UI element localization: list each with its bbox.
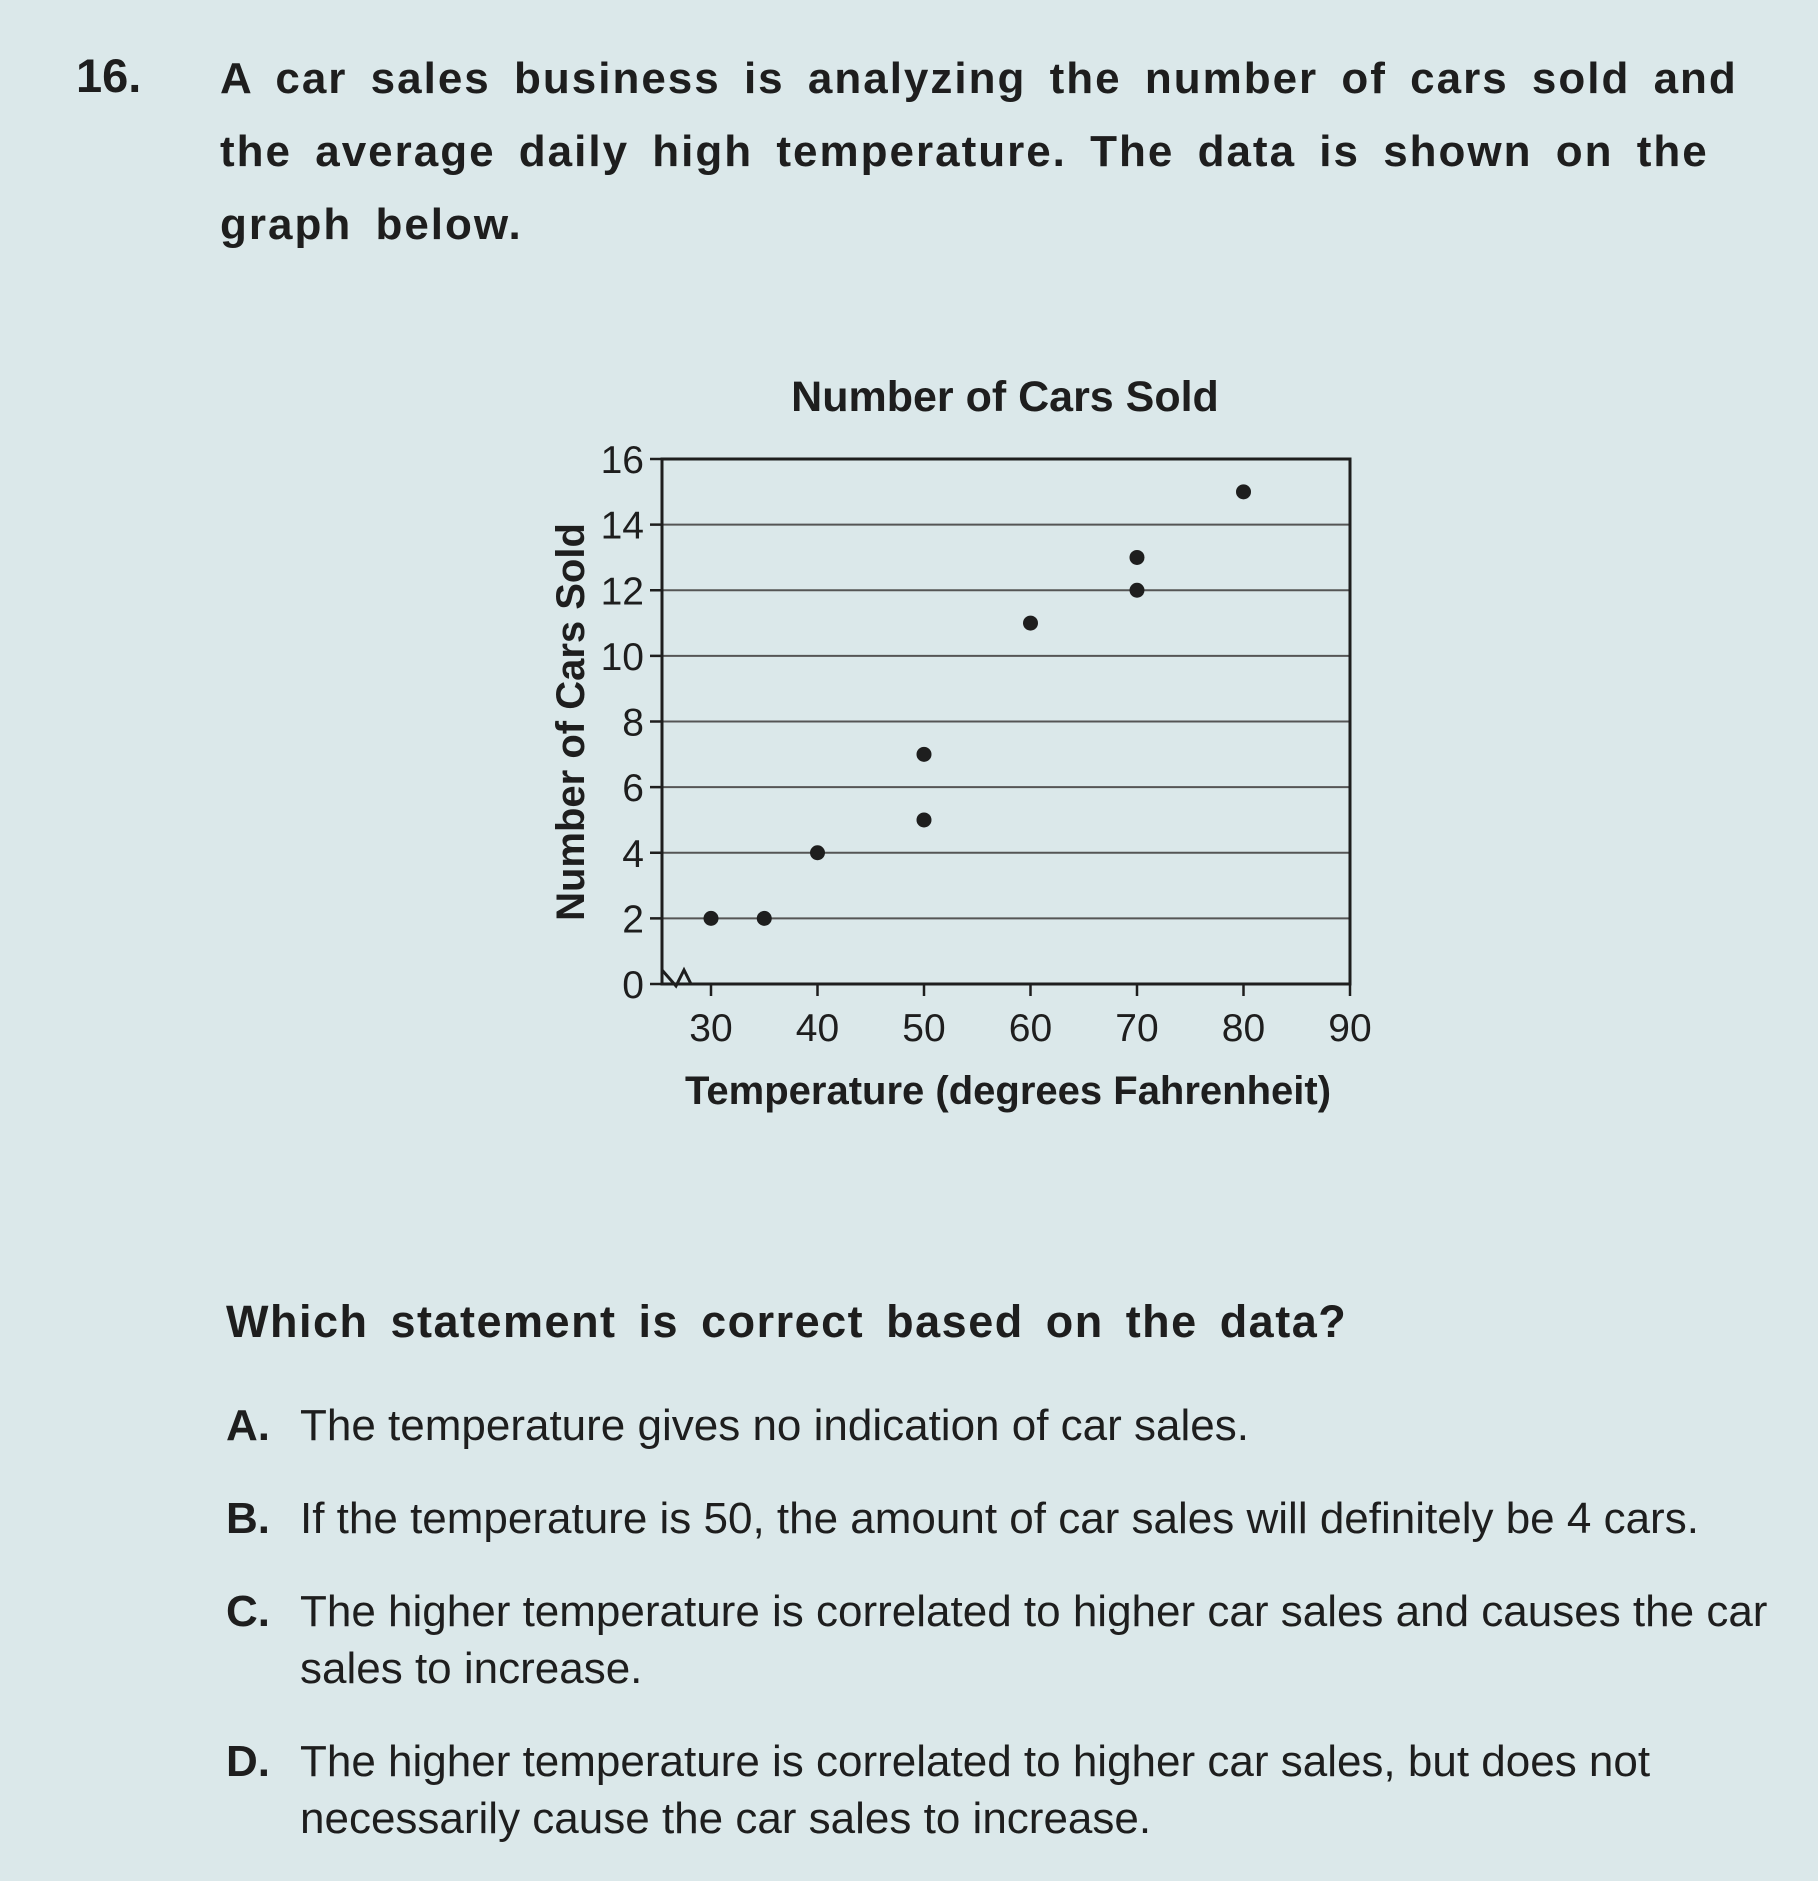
x-tick-label: 30: [689, 1007, 733, 1050]
data-point: [757, 911, 772, 926]
data-point: [1236, 484, 1251, 499]
choice-letter: C.: [226, 1587, 270, 1636]
question-prompt: Which statement is correct based on the data?: [226, 1296, 1348, 1347]
choice-text: If the temperature is 50, the amount of car sales will definitely be 4 cars.: [300, 1494, 1699, 1543]
x-tick-label: 40: [795, 1007, 840, 1050]
choice-letter: D.: [226, 1737, 270, 1786]
data-point: [917, 747, 932, 762]
chart-title: Number of Cars Sold: [791, 373, 1219, 421]
answer-choice-d[interactable]: [226, 1733, 1818, 1847]
y-tick-label: 4: [622, 832, 644, 876]
y-tick-label: 8: [622, 701, 644, 745]
question-text: A car sales business is analyzing the number of cars sold and the average daily high temperature. The data is shown on the graph below.: [220, 54, 1738, 249]
answer-choice-c[interactable]: [226, 1583, 1818, 1697]
y-axis-label: Number of Cars Sold: [549, 523, 593, 921]
y-tick-label: 2: [622, 898, 644, 942]
choice-letter: A.: [226, 1401, 270, 1450]
question-number: 16.: [76, 49, 142, 102]
choice-text: The higher temperature is correlated to higher car sales, but does not necessarily cause the car sales to increase.: [300, 1737, 1651, 1843]
y-tick-label: 0: [622, 964, 644, 1007]
axis-ticks: [601, 439, 1372, 1050]
x-tick-label: 80: [1221, 1007, 1266, 1050]
data-point: [917, 812, 932, 827]
x-tick-label: 60: [1008, 1007, 1053, 1050]
x-tick-label: 70: [1115, 1007, 1159, 1050]
data-point: [810, 845, 825, 860]
y-tick-label: 10: [600, 635, 644, 679]
answer-choice-b[interactable]: [226, 1490, 1818, 1547]
data-point: [1130, 550, 1145, 565]
x-axis-label: Temperature (degrees Fahrenheit): [684, 1069, 1332, 1113]
x-tick-label: 50: [902, 1007, 946, 1050]
x-tick-label: 90: [1328, 1007, 1372, 1050]
choice-text: The higher temperature is correlated to higher car sales and causes the car sales to increase.: [300, 1587, 1768, 1693]
data-point: [1130, 583, 1145, 598]
choice-text: The temperature gives no indication of car sales.: [300, 1401, 1249, 1450]
grid-lines: [662, 525, 1350, 919]
data-point: [704, 911, 719, 926]
y-tick-label: 14: [600, 504, 644, 548]
data-point: [1023, 616, 1038, 631]
y-tick-label: 6: [622, 767, 644, 811]
answer-choice-a[interactable]: [226, 1397, 1818, 1454]
y-tick-label: 16: [600, 439, 644, 482]
y-tick-label: 12: [600, 570, 644, 614]
data-points: [704, 484, 1252, 926]
choice-letter: B.: [226, 1494, 270, 1543]
